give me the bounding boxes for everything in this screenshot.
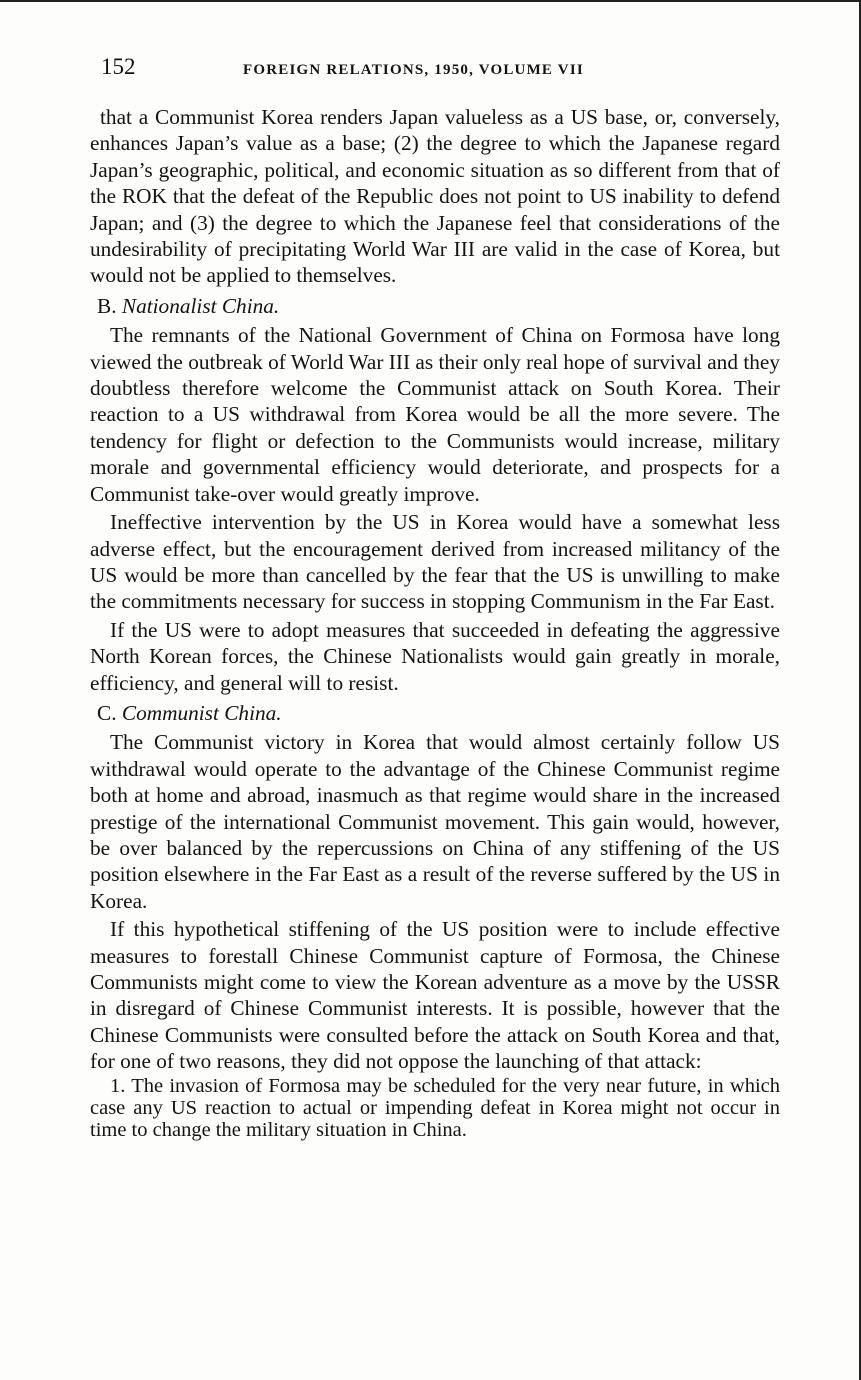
section-letter: B. <box>97 293 117 318</box>
body-text <box>90 104 780 1141</box>
section-title: Nationalist China. <box>121 293 280 318</box>
list-item: 1. The invasion of Formosa may be scheduled for the very near future, in which case any US reaction to actual or impending defeat in Korea might not occur in time to change the military situation in China. <box>90 1074 780 1141</box>
section-title: Communist China. <box>121 700 282 725</box>
paragraph-ineffective-intervention: Ineffective intervention by the US in Korea would have a somewhat less adverse effect, but the encouragement derived from increased militancy of the US would be more than cancelled by the fear that the US is unwilling to make the commitments necessary for success in stopping Communism in the Far East. <box>90 510 780 614</box>
running-head: FOREIGN RELATIONS, 1950, VOLUME VII <box>243 62 584 78</box>
paragraph-communist-victory: The Communist victory in Korea that would almost certainly follow US withdrawal would operate to the advantage of the Chinese Communist regime both at home and abroad, inasmuch as that regime would share in the increased prestige of the international Communist movement. This gain would, however, be over balanced by the repercussions on China of any stiffening of the US position elsewhere in the Far East as a result of the reverse suffered by the US in Korea. <box>90 730 780 913</box>
section-heading-communist-china <box>90 700 780 726</box>
top-edge-rule <box>0 0 861 2</box>
section-letter: C. <box>97 700 117 725</box>
paragraph-nationalist-remnants: The remnants of the National Government of China on Formosa have long viewed the outbreak of World War III as their only real hope of survival and they doubtless therefore welcome the Communist attack on South Korea. Their reaction to a US withdrawal from Korea would be all the more severe. The tendency for flight or defection to the Communists would increase, military morale and governmental efficiency would deteriorate, and prospects for a Communist take-over would greatly improve. <box>90 323 780 506</box>
section-heading-nationalist-china <box>90 293 780 319</box>
page-number: 152 <box>101 54 136 79</box>
page-header <box>101 54 781 84</box>
paragraph-defeating-aggressors: If the US were to adopt measures that succeeded in defeating the aggressive North Korean forces, the Chinese Nationalists would gain greatly in morale, efficiency, and general will to resist. <box>90 617 780 695</box>
paragraph-hypothetical-stiffening: If this hypothetical stiffening of the US position were to include effective measures to forestall Chinese Communist capture of Formosa, the Chinese Communists might come to view the Korean adventure as a move by the USSR in disregard of Chinese Communist interests. It is possible, however that the Chinese Communists were consulted before the attack on South Korea and that, for one of two reasons, they did not oppose the launching of that attack: <box>90 917 780 1074</box>
paragraph-japan-continuation: that a Communist Korea renders Japan valueless as a US base, or, conversely, enhances Japan’s value as a base; (2) the degree to which the Japanese regard Japan’s geographic, political, and economic situation as so different from that of the ROK that the defeat of the Republic does not point to US inability to defend Japan; and (3) the degree to which the Japanese feel that considerations of the undesirability of precipitating World War III are valid in the case of Korea, but would not be applied to themselves. <box>90 105 780 288</box>
